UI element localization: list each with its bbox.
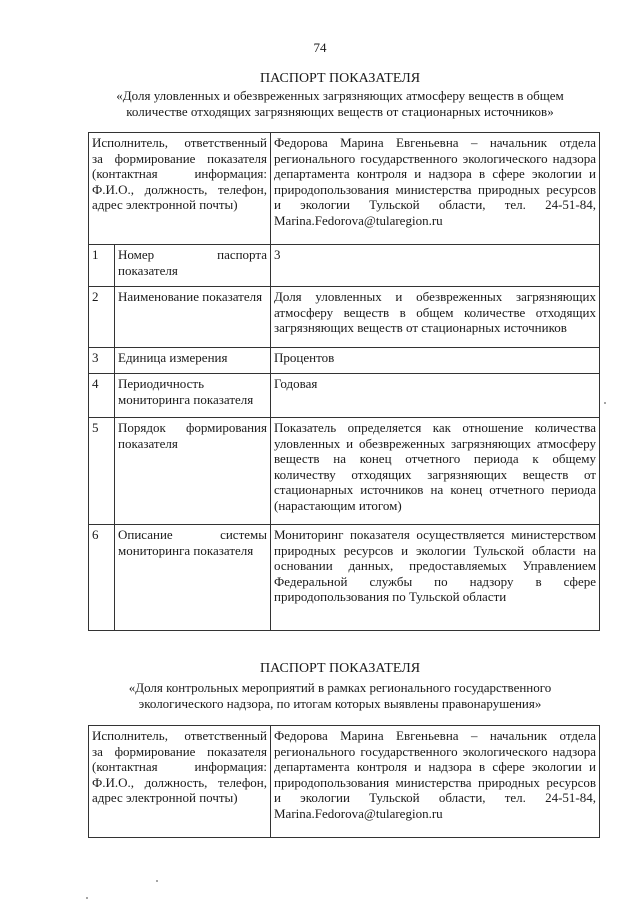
scan-speck [156, 880, 158, 882]
passport-1-table [88, 132, 600, 631]
row-number: 3 [89, 348, 115, 374]
row-value: Годовая [271, 374, 600, 418]
table-row [89, 245, 600, 287]
table-row [89, 726, 600, 838]
row-label: Описание системы мониторинга показателя [115, 525, 271, 631]
page-number: 74 [313, 40, 327, 55]
executor-label: Исполнитель, ответственный за формирование показателя (контактная информация: Ф.И.О., должность, телефон, адрес электронной почты) [89, 726, 271, 838]
table-row [89, 287, 600, 348]
passport-2-table [88, 725, 600, 838]
row-label: Номер паспорта показателя [115, 245, 271, 287]
passport-2-title: ПАСПОРТ ПОКАЗАТЕЛЯ [259, 661, 421, 676]
table-row [89, 418, 600, 525]
row-value: 3 [271, 245, 600, 287]
passport-2-subtitle-line-2: экологического надзора, по итогам которых выявлены правонарушения» [138, 696, 542, 711]
row-number: 6 [89, 525, 115, 631]
scan-speck [604, 402, 606, 404]
executor-value: Федорова Марина Евгеньевна – начальник отдела регионального государственного экологического надзора департамента контроля и надзора в сфере экологии и природопользования министерства природных ресурсов и экологии Тульской области, тел. 24-51-84, Marina.Fedorova@tularegion.ru [271, 726, 600, 838]
row-value: Мониторинг показателя осуществляется министерством природных ресурсов и экологии Тульской области на основании данных, предоставляемых Управлением Федеральной службы по надзору в сфере природопользования по Тульской области [271, 525, 600, 631]
row-label: Наименование показателя [115, 287, 271, 348]
scan-speck [86, 897, 88, 899]
row-value: Доля уловленных и обезвреженных загрязняющих атмосферу веществ в общем количестве отходящих загрязняющих веществ от стационарных источников [271, 287, 600, 348]
executor-value: Федорова Марина Евгеньевна – начальник отдела регионального государственного экологического надзора департамента контроля и надзора в сфере экологии и природопользования министерства природных ресурсов и экологии Тульской области, тел. 24-51-84, Marina.Fedorova@tularegion.ru [271, 133, 600, 245]
row-label: Порядок формирования показателя [115, 418, 271, 525]
row-number: 1 [89, 245, 115, 287]
table-row [89, 133, 600, 245]
row-label: Единица измерения [115, 348, 271, 374]
row-value: Процентов [271, 348, 600, 374]
row-number: 4 [89, 374, 115, 418]
table-row [89, 348, 600, 374]
row-value: Показатель определяется как отношение количества уловленных и обезвреженных загрязняющих атмосферу веществ на конец отчетного периода к общему количеству отходящих загрязняющих веществ от стационарных источников на конец отчетного периода (нарастающим итогом) [271, 418, 600, 525]
passport-2-subtitle-line-1: «Доля контрольных мероприятий в рамках регионального государственного [128, 680, 552, 695]
passport-1-title: ПАСПОРТ ПОКАЗАТЕЛЯ [259, 71, 421, 86]
row-label: Периодичность мониторинга показателя [115, 374, 271, 418]
row-number: 5 [89, 418, 115, 525]
row-number: 2 [89, 287, 115, 348]
table-row [89, 374, 600, 418]
passport-1-subtitle-line-2: количестве отходящих загрязняющих веществ от стационарных источников» [126, 104, 554, 119]
executor-label: Исполнитель, ответственный за формирование показателя (контактная информация: Ф.И.О., должность, телефон, адрес электронной почты) [89, 133, 271, 245]
passport-1-subtitle-line-1: «Доля уловленных и обезвреженных загрязняющих атмосферу веществ в общем [116, 88, 564, 103]
table-row [89, 525, 600, 631]
